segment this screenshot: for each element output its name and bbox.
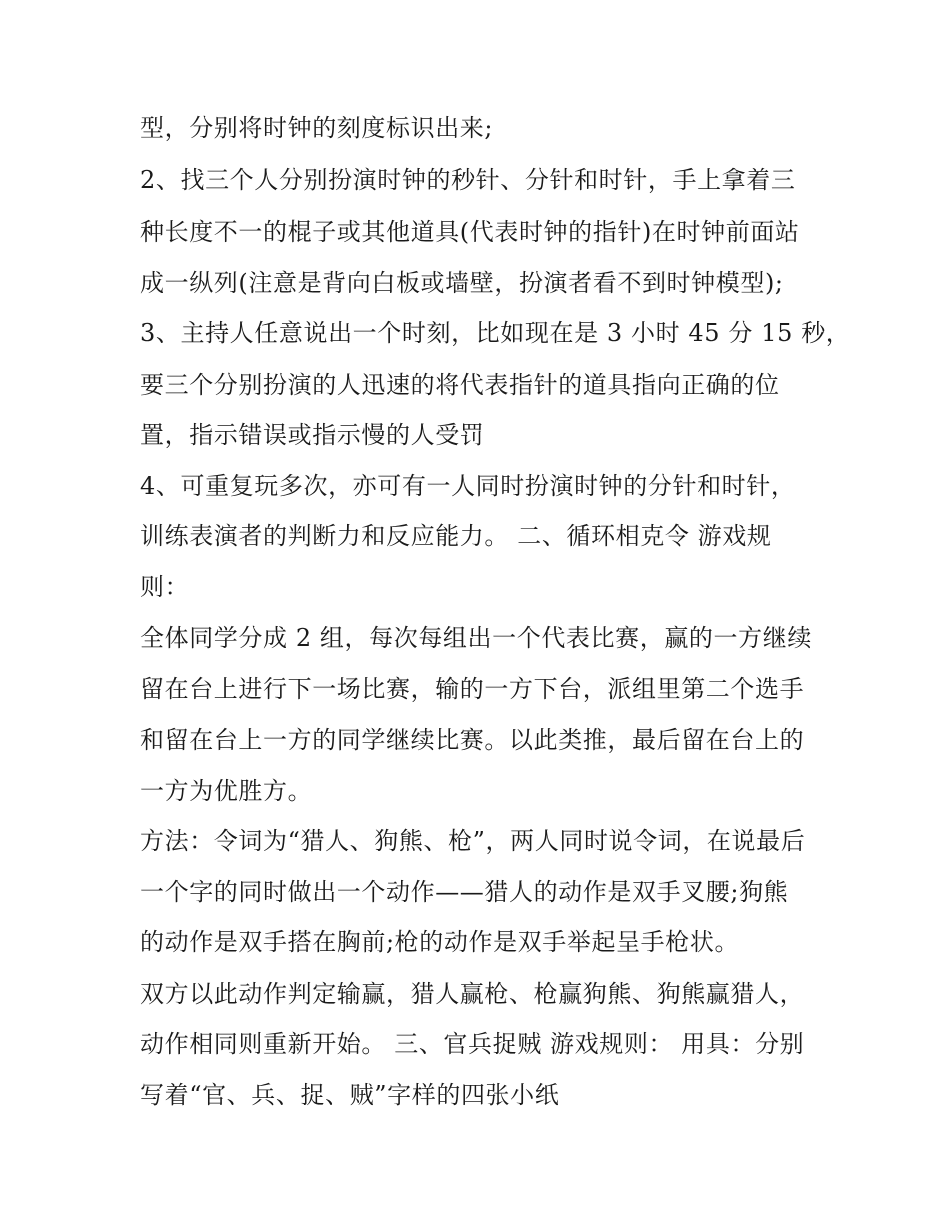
text-line-18: 双方以此动作判定输赢，猎人赢枪、枪赢狗熊、狗熊赢猎人，	[140, 980, 805, 1008]
text-line-2: 2、找三个人分别扮演时钟的秒针、分针和时针，手上拿着三	[140, 166, 796, 194]
text-line-20: 写着“官、兵、捉、贼”字样的四张小纸	[140, 1081, 560, 1109]
text-line-13: 和留在台上一方的同学继续比赛。以此类推，最后留在台上的	[140, 726, 805, 754]
text-line-1: 型，分别将时钟的刻度标识出来;	[140, 114, 494, 142]
text-line-14: 一方为优胜方。	[140, 777, 313, 805]
text-line-11: 全体同学分成 2 组，每次每组出一个代表比赛，赢的一方继续	[140, 624, 812, 652]
text-line-8: 4、可重复玩多次，亦可有一人同时扮演时钟的分针和时针，	[140, 472, 796, 500]
text-line-6: 要三个分别扮演的人迅速的将代表指针的道具指向正确的位	[140, 371, 780, 399]
text-line-9: 训练表演者的判断力和反应能力。 二、循环相克令 游戏规	[140, 522, 772, 550]
text-line-19: 动作相同则重新开始。 三、官兵捉贼 游戏规则： 用具：分别	[140, 1030, 805, 1058]
text-line-4: 成一纵列(注意是背向白板或墙壁，扮演者看不到时钟模型);	[140, 269, 784, 297]
text-line-15: 方法：令词为“猎人、狗熊、枪”，两人同时说令词，在说最后	[140, 827, 806, 855]
text-line-17: 的动作是双手搭在胸前;枪的动作是双手举起呈手枪状。	[140, 928, 740, 956]
text-line-3: 种长度不一的棍子或其他道具(代表时钟的指针)在时钟前面站	[140, 218, 800, 246]
text-line-10: 则：	[140, 573, 190, 601]
text-line-12: 留在台上进行下一场比赛，输的一方下台，派组里第二个选手	[140, 675, 805, 703]
text-line-16: 一个字的同时做出一个动作——猎人的动作是双手叉腰;狗熊	[140, 878, 789, 906]
text-line-7: 置，指示错误或指示慢的人受罚	[140, 421, 485, 449]
text-line-5: 3、主持人任意说出一个时刻，比如现在是 3 小时 45 分 15 秒，	[140, 319, 851, 347]
